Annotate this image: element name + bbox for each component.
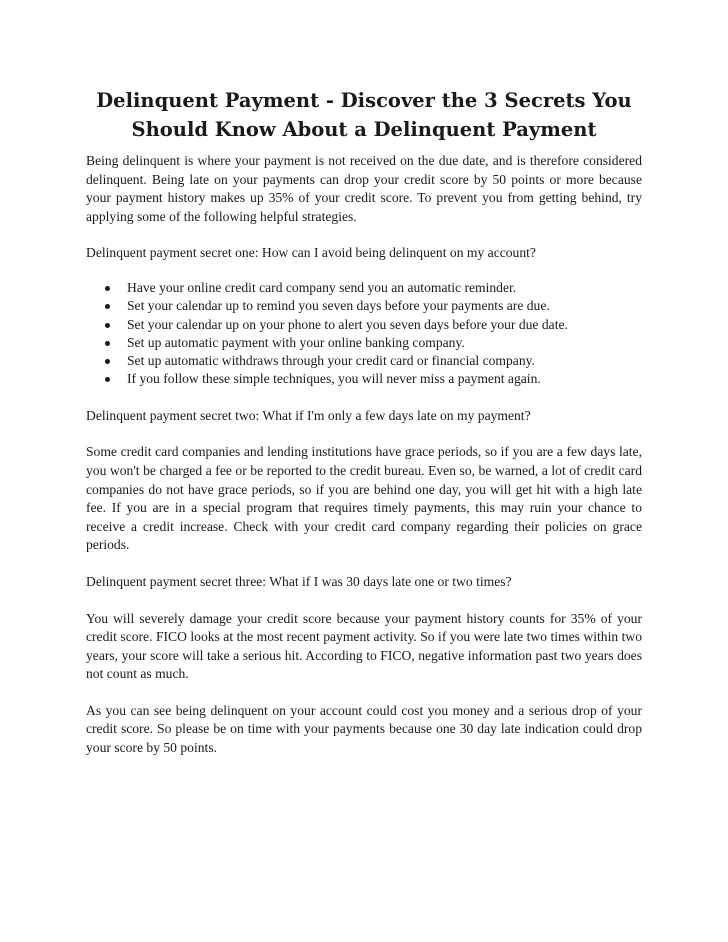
- secret-two-heading: Delinquent payment secret two: What if I'm only a few days late on my payment?: [86, 407, 531, 423]
- list-item-text: Set your calendar up on your phone to alert you seven days before your due date.: [127, 316, 568, 332]
- secret-one-heading: Delinquent payment secret one: How can I avoid being delinquent on my account?: [86, 245, 536, 261]
- bullet-dot-icon: [105, 304, 110, 309]
- title-line-1: Delinquent Payment - Discover the 3 Secrets You: [96, 89, 632, 112]
- document-page: [86, 86, 642, 758]
- list-item: [86, 316, 642, 334]
- bullet-dot-icon: [105, 286, 110, 291]
- intro-paragraph: Being delinquent is where your payment is not received on the due date, and is therefore considered delinquent. Being late on your payments can drop your credit score by 50 points or more because your payment history makes up 35% of your credit score. To prevent you from getting behind, try applying some of the following helpful strategies.: [86, 153, 642, 224]
- title-line-2: Should Know About a Delinquent Payment: [131, 118, 597, 141]
- secret-one-list: [86, 279, 642, 389]
- spacer: [86, 592, 642, 610]
- spacer: [86, 425, 642, 443]
- list-item-text: Set up automatic payment with your online banking company.: [127, 334, 465, 350]
- document-title: [86, 86, 642, 144]
- spacer: [86, 226, 642, 244]
- list-item-text: Set up automatic withdraws through your credit card or financial company.: [127, 353, 535, 369]
- bullet-dot-icon: [105, 323, 110, 328]
- list-item: [86, 279, 642, 297]
- list-item: [86, 370, 642, 388]
- secret-two-body: Some credit card companies and lending institutions have grace periods, so if you are a few days late, you won't be charged a fee or be reported to the credit bureau. Even so, be warned, a lot of credit card companies do not have grace periods, so if you are behind one day, you will get hit with a high late fee. If you are in a special program that requires timely payments, this may ruin your chance to receive a credit increase. Check with your credit card company regarding their policies on grace periods.: [86, 444, 642, 553]
- list-item-text: Set your calendar up to remind you seven days before your payments are due.: [127, 298, 550, 314]
- list-item-text: Have your online credit card company send you an automatic reminder.: [127, 279, 517, 295]
- secret-three-heading: Delinquent payment secret three: What if I was 30 days late one or two times?: [86, 573, 512, 589]
- spacer: [86, 555, 642, 573]
- secret-three-body: You will severely damage your credit score because your payment history counts for 35% of your credit score. FICO looks at the most recent payment activity. So if you were late two times within two years, your score will take a serious hit. According to FICO, negative information past two years does not count as much.: [86, 610, 642, 682]
- conclusion-paragraph: As you can see being delinquent on your account could cost you money and a serious drop of your credit score. So please be on time with your payments because one 30 day late indication could drop your score by 50 points.: [86, 702, 642, 756]
- bullet-dot-icon: [105, 377, 110, 382]
- spacer: [86, 263, 642, 279]
- spacer: [86, 684, 642, 702]
- list-item-text: If you follow these simple techniques, you will never miss a payment again.: [127, 371, 541, 387]
- bullet-dot-icon: [105, 359, 110, 364]
- bullet-dot-icon: [105, 341, 110, 346]
- list-item: [86, 352, 642, 370]
- spacer: [86, 389, 642, 407]
- list-item: [86, 334, 642, 352]
- list-item: [86, 297, 642, 315]
